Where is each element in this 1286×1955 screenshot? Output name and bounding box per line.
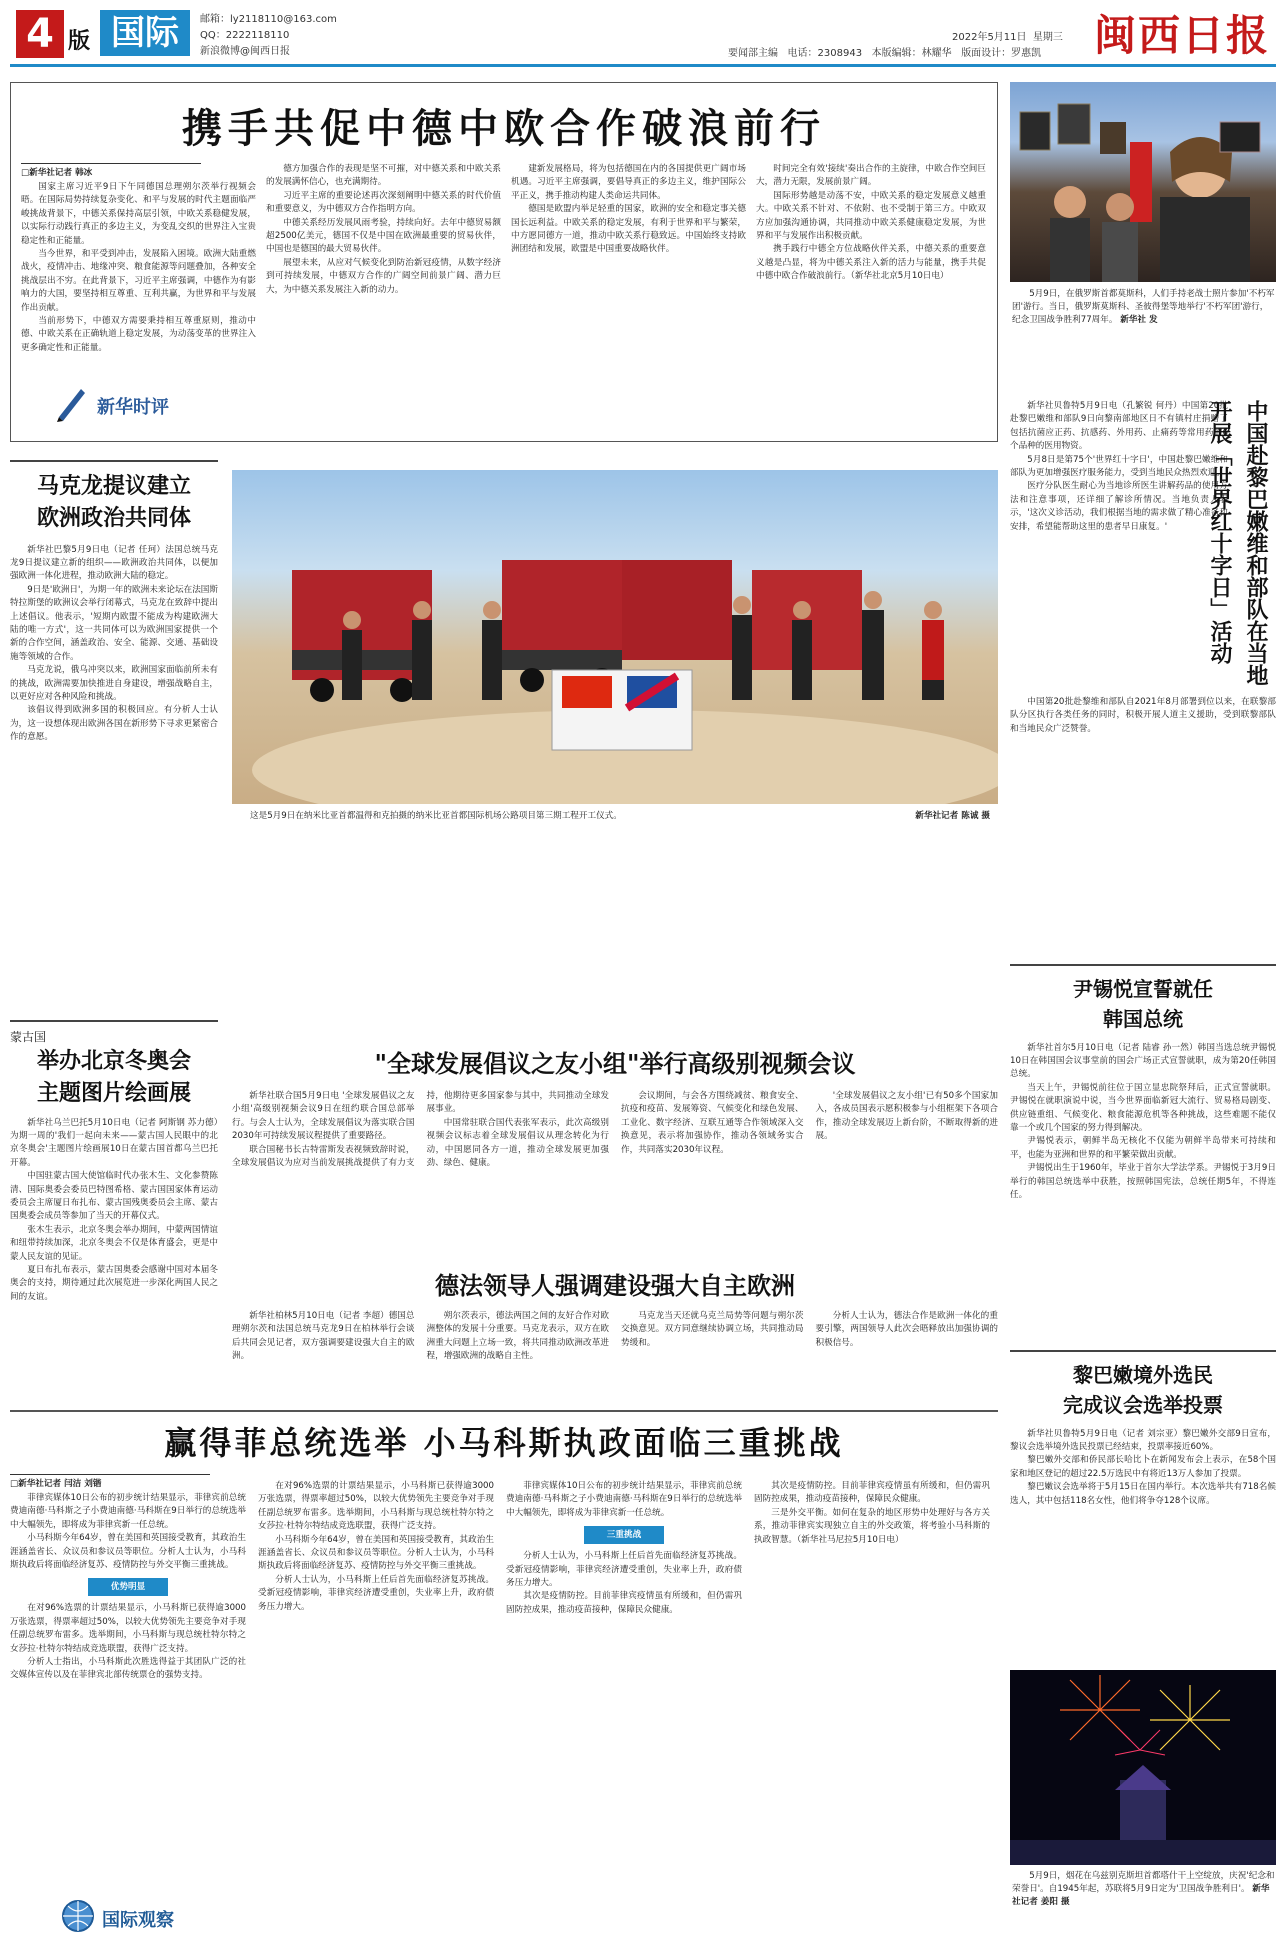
peacekeeping-body-top: 新华社贝鲁特5月9日电（孔繁锐 何丹）中国第20批赴黎巴嫩维和部队9日向黎南部地区日不有镇村庄捐赠了包括抗菌应正药、抗感药、外用药、止痛药等常用药的6个品种的医用物资。 5月8日是第75个'世界红十字日'，中国赴黎巴嫩维和部队为更加增强医疗服务能力，受到当地民众热烈欢迎。 医疗分队医生耐心为当地诊所医生讲解药品的使用方法和注意事项，还详细了解诊所情况。当地负责人表示，'这次义诊活动，我们根据当地的需求做了精心准备和安排，希望能帮助这里的患者早日康复。' <box>1010 401 1228 532</box>
mongolia-headline-line2: 主题图片绘画展 <box>36 1079 191 1106</box>
article-china-germany <box>10 82 998 442</box>
mongolia-headline-line1: 举办北京冬奥会 <box>36 1047 191 1074</box>
globe-icon <box>60 1898 96 1934</box>
macron-body: 新华社巴黎5月9日电（记者 任珂）法国总统马克龙9日提议建立新的组织——欧洲政治共同体，以便加强欧洲一体化进程，推动欧洲大陆的稳定。 9日是'欧洲日'，为期一年的欧洲未来论坛在法国斯特拉斯堡的欧洲议会举行闭幕式，马克龙在致辞中提出上述倡议。他表示，'短期内欧盟不能成为构建欧洲大陆的唯一方式'，这一共同体可以为欧洲国家提供一个新的合作空间，涵盖政治、安全、能源、交通、基础设施等领域的合作。 马克龙说，俄乌冲突以来，欧洲国家面临前所未有的挑战，欧洲需要加快推进自身建设，增强战略自主，以更好应对各种风险和挑战。 该倡议得到欧洲多国的积极回应。有分析人士认为，这一设想体现出欧洲各国在新形势下寻求更紧密合作的意愿。 <box>10 544 218 743</box>
xinhua-commentary-badge <box>51 383 221 423</box>
lebanon-body: 新华社贝鲁特5月9日电（记者 刘宗亚）黎巴嫩外交部9日宣布，黎议会选举境外选民投票已经结束，投票率接近60%。 黎巴嫩外交部和侨民部长哈比卜在新闻发布会上表示，在58个国家和地区登记的超过22.5万选民中有将近13万人参加了投票。 黎巴嫩议会选举将于5月15日在国内举行。本次选举共有718名候选人，其中包括118名女性，他们将争夺128个议席。 <box>1010 1428 1276 1506</box>
lebanon-headline-line2: 完成议会选举投票 <box>1063 1392 1223 1417</box>
subhead-advantage: 优势明显 <box>88 1578 168 1596</box>
ceremony-scene-image <box>232 470 998 804</box>
parade-crowd-image <box>1010 82 1276 282</box>
philippines-col-4: 其次是疫情防控。目前菲律宾疫情虽有所缓和，但仍需巩固防控成果，推动疫苗接种，保障民众健康。 三是外交平衡。如何在复杂的地区形势中处理好与各方关系，推动菲律宾实现独立自主的外交政策，将考验小马科斯的执政智慧。（新华社马尼拉5月10日电） <box>754 1481 990 1545</box>
caption-namibia: 这是5月9日在纳米比亚首都温得和克拍摄的纳米比亚首都国际机场公路项目第三期工程开工仪式。 新华社记者 陈诚 摄 <box>250 811 990 821</box>
mongolia-kicker: 蒙古国 <box>10 1029 47 1044</box>
fireworks-image <box>1010 1670 1276 1865</box>
germany-france-headline: 德法领导人强调建设强大自主欧洲 <box>435 1271 795 1300</box>
caption-moscow: 5月9日，在俄罗斯首都莫斯科，人们手持老战士照片参加'不朽军团'游行。当日，俄罗斯莫斯科、圣彼得堡等地举行'不朽军团'游行，纪念卫国战争胜利77周年。 新华社 发 <box>1012 289 1275 325</box>
byline: □新华社记者 韩冰 <box>21 163 201 178</box>
masthead <box>0 0 1286 70</box>
article-germany-france <box>232 1268 998 1398</box>
peacekeeping-headline: 中国赴黎巴嫩维和部队在当地开展「世界红十字日」活动 <box>1207 400 1269 686</box>
article-global-development <box>232 1046 998 1256</box>
article-mongolia <box>10 1020 218 1396</box>
philippines-byline: □新华社记者 闫洁 刘锴 <box>10 1474 210 1489</box>
yoon-body: 新华社首尔5月10日电（记者 陆睿 孙一然）韩国当选总统尹锡悦10日在韩国国会议事堂前的国会广场正式宣誓就职，成为第20任韩国总统。 当天上午，尹锡悦前往位于国立显忠院祭拜后，正式宣誓就职。尹锡悦在就职演说中说，当今世界面临新冠大流行、贸易格局剧变、供应链重组、气候变化、粮食能源危机等各种挑战，这些难题不能仅靠一个或几个国家的努力得到解决。 尹锡悦表示，朝鲜半岛无核化不仅能为朝鲜半岛带来可持续和平，也能为亚洲和世界的和平繁荣做出贡献。 尹锡悦出生于1960年，毕业于首尔大学法学系。尹锡悦于3月9日举行的韩国总统选举中获胜，按照韩国宪法，总统任期5年，不得连任。 <box>1010 1042 1276 1200</box>
photo-moscow-parade <box>1010 82 1276 282</box>
masthead-rule <box>10 64 1276 67</box>
section-name: 国际 <box>100 10 190 56</box>
contact-weibo: 新浪微博@闽西日报 <box>200 46 290 57</box>
yoon-headline-line1: 尹锡悦宣誓就任 <box>1073 976 1213 1001</box>
contact-qq: QQ：2222118110 <box>200 30 290 41</box>
article-macron <box>10 460 218 1010</box>
article-peacekeeping <box>1010 400 1276 960</box>
global-dev-headline: "全球发展倡议之友小组"举行高级别视频会议 <box>374 1049 856 1078</box>
macron-headline-line2: 欧洲政治共同体 <box>36 504 191 531</box>
yoon-headline-line2: 韩国总统 <box>1103 1006 1183 1031</box>
contact-email: 邮箱：ly2118110@163.com <box>200 14 337 25</box>
pen-icon <box>51 383 91 423</box>
article-philippines <box>10 1410 998 1950</box>
philippines-headline: 赢得菲总统选举 小马科斯执政面临三重挑战 <box>164 1424 844 1462</box>
photo-tashkent-fireworks <box>1010 1670 1276 1865</box>
page-suffix: 版 <box>68 29 91 54</box>
subhead-challenges: 三重挑战 <box>584 1526 664 1544</box>
international-observation-badge <box>60 1898 240 1938</box>
article-col-4: 时间完全有效'接续'奏出合作的主旋律，中欧合作空间巨大，潜力无限，发展前景广阔。 国际形势越是动荡不安，中欧关系的稳定发展意义越重大。中欧关系不针对、不依附、也不受制于第三方。中欧双方应加强沟通协调，共同推动中欧关系健康稳定发展，为世界和平与发展作出积极贡献。 携手践行中德全方位战略伙伴关系，中德关系的重要意义越是凸显，将为中德关系注入新的活力与能量，携手共促中德中欧合作破浪前行。（新华社北京5月10日电） <box>756 164 986 282</box>
badge-text: 新华时评 <box>97 397 169 418</box>
philippines-col-3: 菲律宾媒体10日公布的初步统计结果显示，菲律宾前总统费迪南德·马科斯之子小费迪南德·马科斯在9日举行的总统选举中大幅领先，即将成为菲律宾新一任总统。 三重挑战 分析人士认为，小马科斯上任后首先面临经济复苏挑战。受新冠疫情影响，菲律宾经济遭受重创，失业率上升，政府债务压力增大。 其次是疫情防控。目前菲律宾疫情虽有所缓和，但仍需巩固防控成果，推动疫苗接种，保障民众健康。 <box>506 1481 742 1615</box>
article-col-1: 国家主席习近平9日下午同德国总理朔尔茨举行视频会晤。在国际局势持续复杂变化、和平与发展的时代主题面临严峻挑战背景下，中德关系保持高层引领，中欧关系稳健发展，以实际行动践行真正的多边主义，为变乱交织的世界注入宝贵稳定性和正能量。 当今世界，和平受到冲击，发展陷入困境。欧洲大陆重燃战火，疫情冲击、地缘冲突、粮食能源等问题叠加，各种安全挑战层出不穷。在此背景下，习近平主席强调，中德作为有影响力的大国，要坚持相互尊重、互利共赢，为世界和平与发展作出贡献。 当前形势下，中德双方需要秉持相互尊重原则，推动中德、中欧关系在正确轨道上稳定发展，为动荡变革的世界注入更多确定性和正能量。 <box>21 182 256 353</box>
headline: 携手共促中德中欧合作破浪前行 <box>182 105 826 152</box>
date: 2022年5月11日 星期三 <box>952 32 1063 43</box>
peacekeeping-body-bottom: 中国第20批赴黎维和部队自2021年8月部署到位以来，在联黎部队分区执行各类任务的同时，积极开展人道主义援助，受到联黎部队和当地民众广泛赞誉。 <box>1010 697 1276 734</box>
philippines-col-1: 菲律宾媒体10日公布的初步统计结果显示，菲律宾前总统费迪南德·马科斯之子小费迪南德·马科斯在9日举行的总统选举中大幅领先，即将成为菲律宾新一任总统。 小马科斯今年64岁，曾在美国和英国接受教育，其政治生涯涵盖省长、众议员和参议员等职位。分析人士认为，小马科斯执政后将面临经济复苏、疫情防控与外交平衡三重挑战。 优势明显 在对96%选票的计票结果显示，小马科斯已获得逾3000万张选票，得票率超过50%，以较大优势领先主要竞争对手现任副总统罗布雷多。选举期间，小马科斯与现总统杜特尔特之女莎拉·杜特尔特结成竞选联盟，获得广泛支持。 分析人士指出，小马科斯此次胜选得益于其团队广泛的社交媒体宣传以及在菲律宾北部传统票仓的强势支持。 <box>10 1493 246 1681</box>
global-dev-body: 新华社联合国5月9日电 '全球发展倡议之友小组'高级别视频会议9日在纽约联合国总部举行。与会人士认为，全球发展倡议为落实联合国2030年可持续发展议程提供了重要路径。 联合国秘书长古特雷斯发表视频致辞时说，全球发展倡议为应对当前发展挑战提供了有力支持，他期待更多国家参与其中，共同推动全球发展事业。 中国常驻联合国代表张军表示，此次高级别视频会议标志着全球发展倡议从理念转化为行动，中国愿同各方一道，推动全球发展更加强劲、绿色、健康。 会议期间，与会各方围绕减贫、粮食安全、抗疫和疫苗、发展筹资、气候变化和绿色发展、工业化、数字经济、互联互通等合作领域深入交换意见，表示将加强协作，推动各领域务实合作，共同落实2030年议程。 '全球发展倡议之友小组'已有50多个国家加入，各成员国表示愿积极参与小组框架下各项合作，推动全球发展迈上新台阶，不断取得新的进展。 <box>232 1091 998 1169</box>
lebanon-headline-line1: 黎巴嫩境外选民 <box>1073 1362 1213 1387</box>
article-col-3: 建新发展格局，将为包括德国在内的各国提供更广阔市场机遇。习近平主席强调，要倡导真正的多边主义，维护国际公平正义，携手推动构建人类命运共同体。 德国是欧盟内举足轻重的国家，欧洲的安全和稳定事关德国长远利益。中欧关系的稳定发展，有利于世界和平与繁荣，中方愿同德方一道，推动中欧关系行稳致远。中国始终支持欧洲团结和发展，欧盟是中国重要战略伙伴。 <box>511 164 746 255</box>
newspaper-logo: 闽西日报 <box>1094 11 1271 60</box>
article-yoon <box>1010 964 1276 1344</box>
article-col-2: 德方加强合作的表现是坚不可摧，对中德关系和中欧关系的发展满怀信心，也充满期待。 习近平主席的重要论述再次深刻阐明中德关系的时代价值和重要意义，为中德双方合作指明方向。 中德关系经历发展风雨考验，持续向好。去年中德贸易额超2500亿美元，德国不仅是中国在欧洲最重要的贸易伙伴，中国也是德国的最大贸易伙伴。 展望未来，从应对气候变化到防治新冠疫情，从数字经济到可持续发展，中德双方合作的广阔空间前景广阔、潜力巨大，为中德关系发展注入新的动力。 <box>266 164 501 295</box>
philippines-col-2: 在对96%选票的计票结果显示，小马科斯已获得逾3000万张选票，得票率超过50%，以较大优势领先主要竞争对手现任副总统罗布雷多。选举期间，小马科斯与现总统杜特尔特之女莎拉·杜特尔特结成竞选联盟，获得广泛支持。 小马科斯今年64岁，曾在美国和英国接受教育，其政治生涯涵盖省长、众议员和参议员等职位。分析人士认为，小马科斯执政后将面临经济复苏、疫情防控与外交平衡三重挑战。 分析人士认为，小马科斯上任后首先面临经济复苏挑战。受新冠疫情影响，菲律宾经济遭受重创，失业率上升，政府债务压力增大。 <box>258 1481 494 1612</box>
caption-tashkent: 5月9日，烟花在乌兹别克斯坦首都塔什干上空绽放，庆祝'纪念和荣誉日'。自1945年起，苏联将5月9日定为'卫国战争胜利日'。 新华社记者 姜阳 摄 <box>1012 1871 1275 1907</box>
photo-namibia-ceremony <box>232 470 998 804</box>
macron-headline-line1: 马克龙提议建立 <box>36 472 191 499</box>
badge-text: 国际观察 <box>102 1910 174 1931</box>
article-lebanon <box>1010 1350 1276 1660</box>
editor-info: 要闻部主编 电话：2308943 本版编辑：林耀华 版面设计：罗惠凯 <box>728 48 1042 59</box>
mongolia-body: 新华社乌兰巴托5月10日电（记者 阿斯钢 苏力德）为期一周的'我们一起向未来——蒙古国人民眼中的北京冬奥会'主题图片绘画展10日在蒙古国首都乌兰巴托开幕。 中国驻蒙古国大使馆临时代办张木生、文化参赞陈清、国际奥委会委员巴特图希格、蒙古国国家体育运动委员会主席厦日布扎布、蒙古国残奥委员会主席、蒙古国奥委会成员等参加了当天的开幕仪式。 张木生表示，北京冬奥会举办期间，中蒙两国情谊和纽带持续加深，北京冬奥会不仅是体育盛会，更是中蒙人民友谊的见证。 夏日布扎布表示，蒙古国奥委会感谢中国对本届冬奥会的支持，期待通过此次展览进一步深化两国人民之间的友谊。 <box>10 1117 218 1302</box>
page-number: 4 <box>16 10 64 58</box>
germany-france-body: 新华社柏林5月10日电（记者 李超）德国总理朔尔茨和法国总统马克龙9日在柏林举行会谈后共同会见记者，双方强调要建设强大自主的欧洲。 朔尔茨表示，德法两国之间的友好合作对欧洲整体的发展十分重要。马克龙表示，双方在欧洲重大问题上立场一致，将共同推动欧洲改革进程，增强欧洲的战略自主性。 马克龙当天还就乌克兰局势等问题与朔尔茨交换意见。双方同意继续协调立场，共同推动局势缓和。 分析人士认为，德法合作是欧洲一体化的重要引擎，两国领导人此次会晤释放出加强协调的积极信号。 <box>232 1311 998 1362</box>
